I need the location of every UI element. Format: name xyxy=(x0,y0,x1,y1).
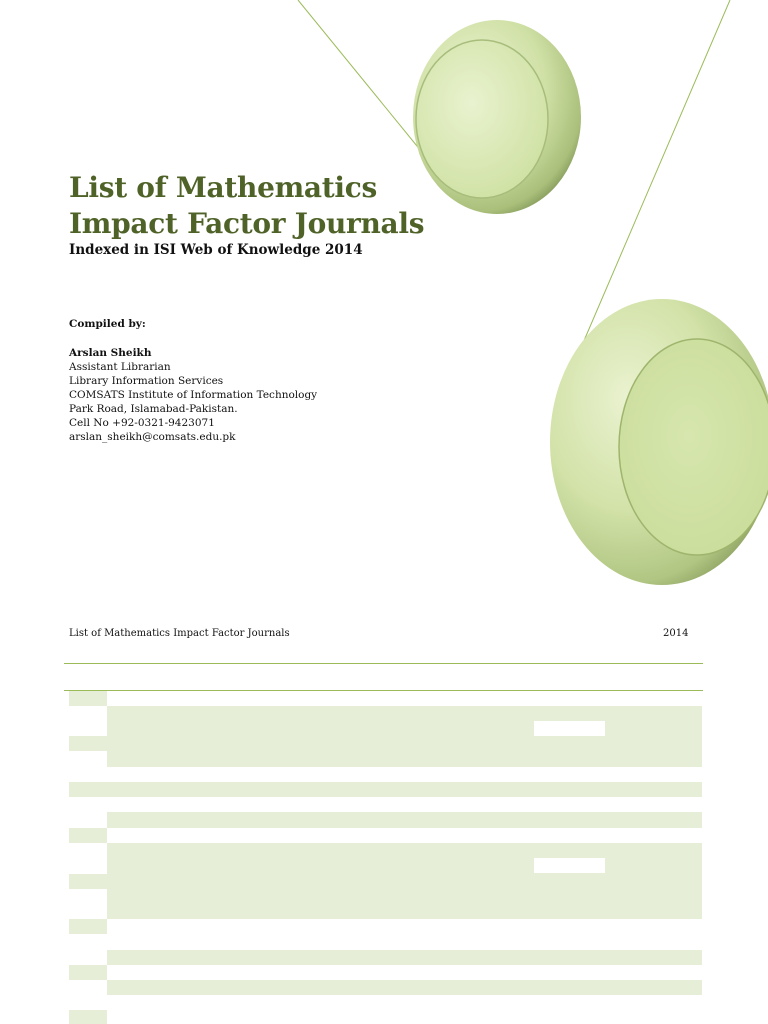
header-divider xyxy=(64,663,703,664)
table-cell-shade xyxy=(69,736,107,751)
compiler-info xyxy=(69,317,317,444)
decorative-line xyxy=(298,0,430,162)
table-row-shade xyxy=(605,706,702,767)
compiler-department: Library Information Services xyxy=(69,375,224,387)
compiler-address: Park Road, Islamabad-Pakistan. xyxy=(69,403,238,415)
table-cell-shade xyxy=(534,706,605,721)
table-cell-shade xyxy=(69,828,107,843)
table-cell-shade xyxy=(69,874,107,889)
document-subtitle: Indexed in ISI Web of Knowledge 2014 xyxy=(69,242,363,258)
table-cell-shade xyxy=(534,873,605,919)
title-line: List of Mathematics xyxy=(69,171,377,204)
table-cell-shade xyxy=(534,843,605,858)
running-header-year: 2014 xyxy=(663,628,689,639)
table-row-shade xyxy=(107,950,702,965)
table-cell-shade xyxy=(534,736,605,767)
compiler-institution: COMSATS Institute of Information Technology xyxy=(69,389,318,401)
table-row-shade xyxy=(107,706,534,767)
decorative-disc xyxy=(550,299,768,585)
compiled-by-label: Compiled by: xyxy=(69,318,146,330)
table-cell-shade xyxy=(69,965,107,980)
table-top-border xyxy=(64,690,703,691)
decorative-disc xyxy=(413,20,581,214)
table-row-shade xyxy=(605,843,702,919)
compiler-email[interactable]: arslan_sheikh@comsats.edu.pk xyxy=(69,431,236,443)
compiler-phone: Cell No +92-0321-9423071 xyxy=(69,417,215,429)
title-line: Impact Factor Journals xyxy=(69,207,425,240)
table-cell-shade xyxy=(69,919,107,934)
compiler-position: Assistant Librarian xyxy=(69,361,171,373)
decorative-line xyxy=(580,0,730,350)
table-cell-shade xyxy=(69,691,107,706)
running-header-title: List of Mathematics Impact Factor Journals xyxy=(69,628,290,639)
table-row-shade xyxy=(107,980,702,995)
table-row-shade xyxy=(107,812,702,828)
table-row-shade xyxy=(69,782,702,797)
document-title xyxy=(69,170,424,242)
table-row-shade xyxy=(107,843,534,919)
compiler-name: Arslan Sheikh xyxy=(69,347,152,359)
table-cell-shade xyxy=(69,1010,107,1024)
